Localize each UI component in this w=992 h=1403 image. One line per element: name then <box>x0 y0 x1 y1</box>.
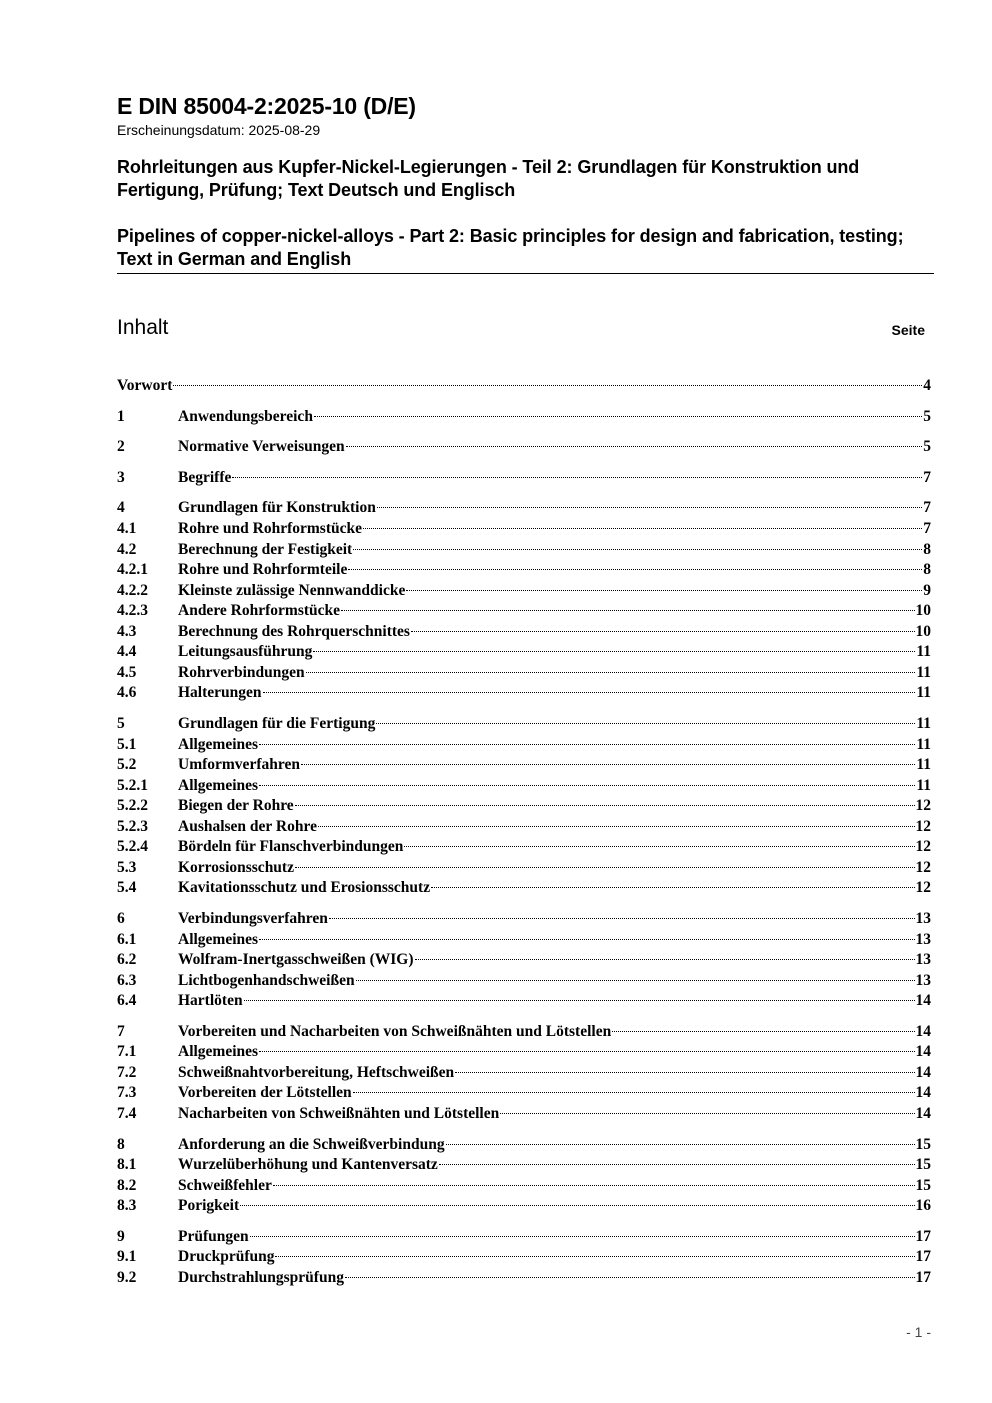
toc-entry-number: 4.3 <box>117 622 137 640</box>
toc-dot-leader <box>353 534 922 554</box>
toc-entry-number: 4.4 <box>117 643 137 661</box>
toc-dot-leader <box>244 985 915 1005</box>
toc-entry-title: Durchstrahlungsprüfung <box>178 1268 344 1286</box>
toc-entry[interactable] <box>117 513 931 537</box>
toc-entry-page: 15 <box>915 1156 931 1174</box>
toc-entry[interactable] <box>117 370 931 394</box>
toc-entry-number: 7.2 <box>117 1063 137 1081</box>
toc-entry[interactable] <box>117 677 931 702</box>
toc-entry-page: 12 <box>915 797 931 815</box>
toc-dot-leader <box>295 852 915 872</box>
toc-dot-leader <box>415 944 915 964</box>
toc-entry-title: Allgemeines <box>178 1043 259 1061</box>
toc-entry-title: Allgemeines <box>178 735 259 753</box>
toc-entry-number: 6 <box>117 909 125 927</box>
toc-entry-page: 10 <box>915 602 931 620</box>
toc-entry[interactable] <box>117 749 931 774</box>
toc-dot-leader <box>404 831 914 851</box>
toc-dot-leader <box>240 1190 914 1210</box>
toc-entry-title: Andere Rohrformstücke <box>178 602 341 620</box>
toc-entry-number: 5.1 <box>117 735 137 753</box>
toc-dot-leader <box>353 1077 915 1097</box>
toc-entry[interactable] <box>117 852 931 876</box>
toc-entry-title: Lichtbogenhandschweißen <box>178 971 355 989</box>
toc-entry-title: Verbindungsverfahren <box>178 909 328 927</box>
title-english: Pipelines of copper-nickel-alloys - Part 2: Basic principles for design and fabrication, testing; Text in German and English <box>117 226 904 269</box>
toc-entry-title: Grundlagen für die Fertigung <box>178 714 376 732</box>
toc-entry-page: 13 <box>915 930 931 948</box>
title-german: Rohrleitungen aus Kupfer-Nickel-Legierungen - Teil 2: Grundlagen für Konstruktion und Fertigung, Prüfung; Text Deutsch und Englisch <box>117 157 860 200</box>
toc-entry-title: Druckprüfung <box>178 1248 275 1266</box>
toc-dot-leader <box>345 1262 915 1282</box>
toc-entry-page: 10 <box>915 622 931 640</box>
toc-entry-number: 6.4 <box>117 992 137 1010</box>
toc-entry-number: 4.2 <box>117 540 137 558</box>
toc-entry[interactable] <box>117 1036 931 1061</box>
publication-date: Erscheinungsdatum: 2025-08-29 <box>117 122 321 138</box>
toc-entry[interactable] <box>117 1190 931 1215</box>
toc-entry[interactable] <box>117 1241 931 1266</box>
toc-entry-title: Prüfungen <box>178 1227 249 1245</box>
toc-entry-page: 8 <box>923 540 931 558</box>
toc-entry-title: Leitungsausführung <box>178 643 313 661</box>
toc-dot-leader <box>314 401 922 421</box>
toc-dot-leader <box>259 924 914 944</box>
toc-entry-title: Vorwort <box>117 377 173 394</box>
toc-entry-number: 3 <box>117 468 125 486</box>
toc-entry[interactable] <box>117 924 931 948</box>
toc-entry[interactable] <box>117 462 931 486</box>
toc-entry[interactable] <box>117 1170 931 1194</box>
toc-dot-leader <box>259 770 915 790</box>
document-id: E DIN 85004-2:2025-10 (D/E) <box>117 93 416 119</box>
toc-entry-page: 14 <box>915 1084 931 1102</box>
toc-entry-title: Berechnung der Festigkeit <box>178 540 353 558</box>
toc-entry-page: 16 <box>915 1197 931 1215</box>
toc-dot-leader <box>259 1036 914 1056</box>
toc-entry[interactable] <box>117 811 931 835</box>
toc-entry-number: 4.1 <box>117 519 137 537</box>
toc-entry-number: 7.3 <box>117 1084 137 1102</box>
toc-entry-page: 13 <box>915 909 931 927</box>
toc-entry[interactable] <box>117 1077 931 1102</box>
toc-dot-leader <box>250 1221 915 1241</box>
toc-entry-title: Biegen der Rohre <box>178 797 294 815</box>
toc-entry-number: 8 <box>117 1135 125 1153</box>
document-header <box>117 92 934 271</box>
toc-dot-leader <box>431 872 914 892</box>
toc-entry-page: 5 <box>923 407 931 425</box>
toc-dot-leader <box>348 554 922 574</box>
toc-entry-title: Rohre und Rohrformteile <box>178 561 348 579</box>
toc-dot-leader <box>363 513 922 533</box>
toc-dot-leader <box>259 729 915 749</box>
toc-entry[interactable] <box>117 657 931 681</box>
toc-entry[interactable] <box>117 431 931 456</box>
toc-entry-title: Grundlagen für Konstruktion <box>178 499 376 517</box>
toc-entry[interactable] <box>117 903 931 927</box>
toc-entry-title: Nacharbeiten von Schweißnähten und Lötstellen <box>178 1104 500 1122</box>
toc-entry-page: 17 <box>915 1268 931 1286</box>
toc-entry-number: 8.2 <box>117 1176 137 1194</box>
toc-entry-number: 2 <box>117 438 125 456</box>
toc-entry-number: 8.1 <box>117 1156 137 1174</box>
toc-entry-page: 15 <box>915 1135 931 1153</box>
toc-entry[interactable] <box>117 636 931 661</box>
toc-entry-title: Halterungen <box>178 684 262 702</box>
toc-entry-page: 11 <box>916 735 931 753</box>
page-number: - 1 - <box>906 1324 931 1340</box>
toc-entry-page: 5 <box>923 438 931 456</box>
toc-entry-number: 7.1 <box>117 1043 137 1061</box>
toc-entry-page: 11 <box>916 714 931 732</box>
toc-entry-number: 4.2.2 <box>117 581 148 599</box>
toc-entry-title: Allgemeines <box>178 776 259 794</box>
toc-entry-page: 14 <box>915 1043 931 1061</box>
toc-entry-page: 11 <box>916 776 931 794</box>
header-rule <box>117 273 934 274</box>
toc-dot-leader <box>295 790 915 810</box>
toc-entry-title: Allgemeines <box>178 930 259 948</box>
toc-entry[interactable] <box>117 554 931 579</box>
toc-entry-number: 6.3 <box>117 971 137 989</box>
toc-entry-page: 14 <box>915 1104 931 1122</box>
toc-dot-leader <box>377 492 922 512</box>
toc-entry[interactable] <box>117 985 931 1010</box>
toc-entry-number: 5.2.3 <box>117 817 148 835</box>
toc-heading: Inhalt <box>117 316 169 339</box>
toc-entry-number: 4.2.3 <box>117 602 148 620</box>
toc-entry-number: 4.2.1 <box>117 561 148 579</box>
toc-entry[interactable] <box>117 872 931 897</box>
toc-entry-title: Rohrverbindungen <box>178 663 305 681</box>
toc-entry[interactable] <box>117 1129 931 1153</box>
toc-entry[interactable] <box>117 1016 931 1040</box>
toc-entry[interactable] <box>117 616 931 640</box>
toc-entry-title: Vorbereiten der Lötstellen <box>178 1084 352 1102</box>
toc-entry-title: Begriffe <box>178 468 232 486</box>
toc-entry-title: Anforderung an die Schweißverbindung <box>178 1135 445 1153</box>
toc-entry-title: Vorbereiten und Nacharbeiten von Schweißnähten und Lötstellen <box>178 1022 612 1040</box>
page-column-label: Seite <box>891 322 925 338</box>
toc-entry-number: 5.2.1 <box>117 776 148 794</box>
toc-entry-page: 14 <box>915 992 931 1010</box>
toc-entry[interactable] <box>117 1149 931 1174</box>
toc-dot-leader <box>318 811 915 831</box>
toc-entry-page: 11 <box>916 756 931 774</box>
toc-entry-title: Anwendungsbereich <box>178 407 313 425</box>
toc-entry-page: 12 <box>915 879 931 897</box>
toc-entry-title: Kleinste zulässige Nennwanddicke <box>178 581 406 599</box>
toc-entry-number: 5 <box>117 714 125 732</box>
toc-entry-number: 4.5 <box>117 663 137 681</box>
toc-dot-leader <box>263 677 916 697</box>
toc-entry-title: Rohre und Rohrformstücke <box>178 519 362 537</box>
toc-entry-page: 7 <box>923 468 931 486</box>
toc-entry-title: Aushalsen der Rohre <box>178 817 317 835</box>
toc-entry-title: Normative Verweisungen <box>178 438 345 456</box>
toc-entry[interactable] <box>117 770 931 794</box>
toc-entry-number: 7.4 <box>117 1104 137 1122</box>
toc-dot-leader <box>500 1098 914 1118</box>
toc-dot-leader <box>329 903 915 923</box>
toc-dot-leader <box>173 370 922 390</box>
toc-dot-leader <box>612 1016 914 1036</box>
toc-entry[interactable] <box>117 1221 931 1245</box>
toc-entry-page: 12 <box>915 838 931 856</box>
toc-entry-title: Umformverfahren <box>178 756 300 774</box>
toc-entry-number: 9.1 <box>117 1248 137 1266</box>
toc-entry-number: 5.2.4 <box>117 838 148 856</box>
toc-entry-page: 12 <box>915 817 931 835</box>
toc-entry[interactable] <box>117 831 931 856</box>
toc-entry-title: Korrosionsschutz <box>178 858 294 876</box>
toc-entry[interactable] <box>117 595 931 620</box>
toc-entry-title: Wolfram-Inertgasschweißen (WIG) <box>178 951 414 969</box>
toc-entry-page: 7 <box>923 519 931 537</box>
toc-entry-page: 14 <box>915 1063 931 1081</box>
toc-dot-leader <box>341 595 914 615</box>
toc-dot-leader <box>313 636 915 656</box>
toc-dot-leader <box>439 1149 915 1169</box>
toc-entry-title: Berechnung des Rohrquerschnittes <box>178 622 410 640</box>
toc-dot-leader <box>306 657 916 677</box>
toc-entry-title: Schweißnahtvorbereitung, Heftschweißen <box>178 1063 455 1081</box>
toc-entry[interactable] <box>117 790 931 815</box>
toc-dot-leader <box>411 616 915 636</box>
toc-entry-title: Porigkeit <box>178 1197 240 1215</box>
toc-entry-page: 14 <box>915 1022 931 1040</box>
toc-dot-leader <box>356 965 915 985</box>
toc-entry[interactable] <box>117 575 931 599</box>
toc-dot-leader <box>301 749 915 769</box>
toc-dot-leader <box>446 1129 915 1149</box>
toc-entry[interactable] <box>117 492 931 517</box>
toc-entry-page: 12 <box>915 858 931 876</box>
toc-entry-page: 11 <box>916 663 931 681</box>
toc-dot-leader <box>346 431 923 451</box>
toc-dot-leader <box>455 1057 914 1077</box>
toc-entry[interactable] <box>117 729 931 753</box>
toc-entry-page: 17 <box>915 1227 931 1245</box>
toc-entry-page: 13 <box>915 971 931 989</box>
toc-entry[interactable] <box>117 1262 931 1286</box>
toc-entry-number: 6.2 <box>117 951 137 969</box>
toc-entry-title: Schweißfehler <box>178 1176 272 1194</box>
toc-entry-number: 8.3 <box>117 1197 137 1215</box>
toc-entry-title: Wurzelüberhöhung und Kantenversatz <box>178 1156 438 1174</box>
toc-entry-page: 11 <box>916 643 931 661</box>
toc-dot-leader <box>275 1241 914 1261</box>
toc-dot-leader <box>273 1170 915 1190</box>
toc-entry[interactable] <box>117 1098 931 1122</box>
toc-entry-page: 13 <box>915 951 931 969</box>
toc-entry-page: 9 <box>923 581 931 599</box>
toc-dot-leader <box>406 575 922 595</box>
toc-entry-page: 17 <box>915 1248 931 1266</box>
toc-entry-number: 9.2 <box>117 1268 137 1286</box>
toc-entry-page: 8 <box>923 561 931 579</box>
toc-entry[interactable] <box>117 965 931 989</box>
toc-entry-title: Bördeln für Flanschverbindungen <box>178 838 404 856</box>
toc-entry[interactable] <box>117 1057 931 1081</box>
toc-entry-title: Hartlöten <box>178 992 243 1010</box>
toc-entry-number: 1 <box>117 407 125 425</box>
toc-entry[interactable] <box>117 944 931 969</box>
toc-entry-page: 15 <box>915 1176 931 1194</box>
toc-entry-page: 4 <box>923 377 931 394</box>
toc-entry-number: 4 <box>117 499 125 517</box>
toc-entry[interactable] <box>117 534 931 558</box>
toc-entry-number: 7 <box>117 1022 125 1040</box>
toc-entry-number: 5.2 <box>117 756 137 774</box>
toc-entry-page: 7 <box>923 499 931 517</box>
toc-entry[interactable] <box>117 708 931 732</box>
toc-entry-number: 4.6 <box>117 684 137 702</box>
toc-entry-number: 9 <box>117 1227 125 1245</box>
toc-entry[interactable] <box>117 401 931 425</box>
toc-entry-number: 5.4 <box>117 879 137 897</box>
toc-entry-number: 6.1 <box>117 930 137 948</box>
toc-entry-page: 11 <box>916 684 931 702</box>
toc-entry-title: Kavitationsschutz und Erosionsschutz <box>178 879 431 897</box>
toc-entry-number: 5.2.2 <box>117 797 148 815</box>
toc-dot-leader <box>376 708 915 728</box>
toc-entry-number: 5.3 <box>117 858 137 876</box>
toc-dot-leader <box>232 462 922 482</box>
